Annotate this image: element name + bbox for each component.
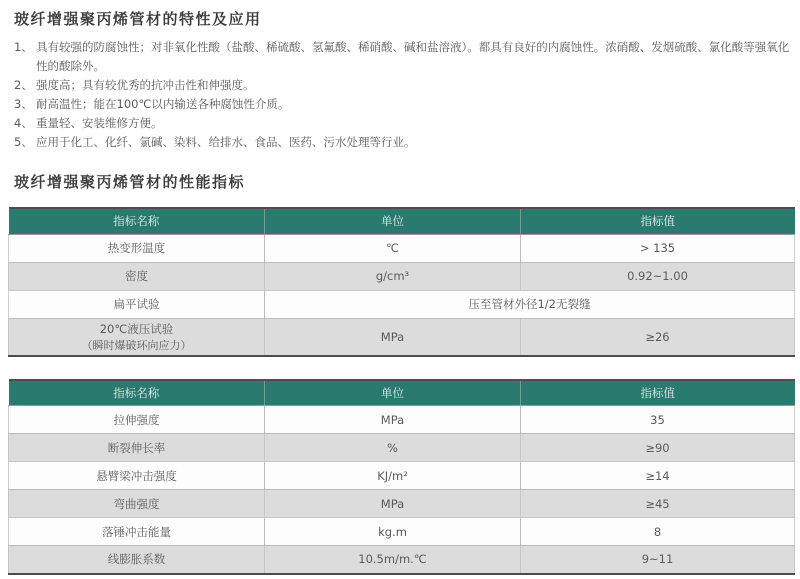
table-header-cell: 指标名称 [9, 380, 265, 406]
feature-list [14, 38, 794, 152]
cell-unit: g/cm³ [265, 262, 521, 290]
cell-value: 0.92~1.00 [521, 262, 795, 290]
feature-text: 耐高温性；能在100℃以内输送各种腐蚀性介质。 [36, 97, 290, 111]
table-row [9, 234, 795, 262]
feature-number: 3、 [14, 97, 33, 111]
cell-unit: % [265, 434, 521, 462]
section-title-performance: 玻纤增强聚丙烯管材的性能指标 [14, 173, 246, 191]
cell-value: ≥14 [521, 462, 795, 490]
cell-indicator-name: 密度 [9, 262, 265, 290]
feature-number: 4、 [14, 116, 33, 130]
feature-item [14, 76, 794, 95]
spec-table-mechanical [8, 379, 795, 575]
cell-unit: MPa [265, 406, 521, 434]
cell-value: ≥90 [521, 434, 795, 462]
cell-indicator-name: 拉伸强度 [9, 406, 265, 434]
cell-unit: MPa [265, 318, 521, 356]
table-row [9, 518, 795, 546]
table-header-cell: 单位 [265, 208, 521, 234]
feature-number: 2、 [14, 78, 33, 92]
cell-value: > 135 [521, 234, 795, 262]
feature-number: 5、 [14, 135, 33, 149]
cell-unit: MPa [265, 490, 521, 518]
spec-table-physical [8, 207, 795, 357]
cell-value: 9~11 [521, 546, 795, 574]
table-row [9, 434, 795, 462]
table-row [9, 406, 795, 434]
table-row [9, 318, 795, 356]
table-header-row [9, 208, 795, 234]
feature-item [14, 38, 794, 76]
table-row [9, 462, 795, 490]
feature-item [14, 95, 794, 114]
table-header-row [9, 380, 795, 406]
cell-indicator-name: 热变形温度 [9, 234, 265, 262]
table-header-cell: 指标值 [521, 380, 795, 406]
feature-number: 1、 [14, 40, 33, 54]
table-row [9, 490, 795, 518]
doc-title: 玻纤增强聚丙烯管材的特性及应用 [14, 10, 262, 28]
cell-unit: kg.m [265, 518, 521, 546]
cell-indicator-name: 线膨胀系数 [9, 546, 265, 574]
table-row [9, 546, 795, 574]
cell-indicator-name: 悬臂梁冲击强度 [9, 462, 265, 490]
cell-value: 8 [521, 518, 795, 546]
cell-indicator-name: 落锤冲击能量 [9, 518, 265, 546]
table-header-cell: 单位 [265, 380, 521, 406]
table-gap [14, 357, 794, 379]
table-header-cell: 指标值 [521, 208, 795, 234]
feature-item [14, 133, 794, 152]
feature-text: 应用于化工、化纤、氯碱、染料、给排水、食品、医药、污水处理等行业。 [36, 135, 416, 149]
cell-unit: KJ/m² [265, 462, 521, 490]
feature-text: 强度高；具有较优秀的抗冲击性和伸强度。 [36, 78, 255, 92]
cell-unit: 10.5m/m.℃ [265, 546, 521, 574]
cell-merged-value: 压至管材外径1/2无裂缝 [265, 290, 795, 318]
cell-value: ≥45 [521, 490, 795, 518]
table-row [9, 290, 795, 318]
cell-indicator-name: 20℃液压试验 （瞬时爆破环向应力） [9, 318, 265, 356]
cell-value: ≥26 [521, 318, 795, 356]
cell-indicator-name: 扁平试验 [9, 290, 265, 318]
table-header-cell: 指标名称 [9, 208, 265, 234]
feature-item [14, 114, 794, 133]
feature-text: 具有较强的防腐蚀性；对非氧化性酸（盐酸、稀硫酸、氢氟酸、稀硝酸、碱和盐溶液）。都具有良好的内腐蚀性。浓硝酸、发烟硫酸、氯化酸等强氧化性的酸除外。 [36, 40, 790, 73]
cell-indicator-name: 断裂伸长率 [9, 434, 265, 462]
feature-text: 重量轻、安装维修方便。 [36, 116, 163, 130]
cell-unit: ℃ [265, 234, 521, 262]
cell-indicator-name: 弯曲强度 [9, 490, 265, 518]
cell-value: 35 [521, 406, 795, 434]
table-row [9, 262, 795, 290]
